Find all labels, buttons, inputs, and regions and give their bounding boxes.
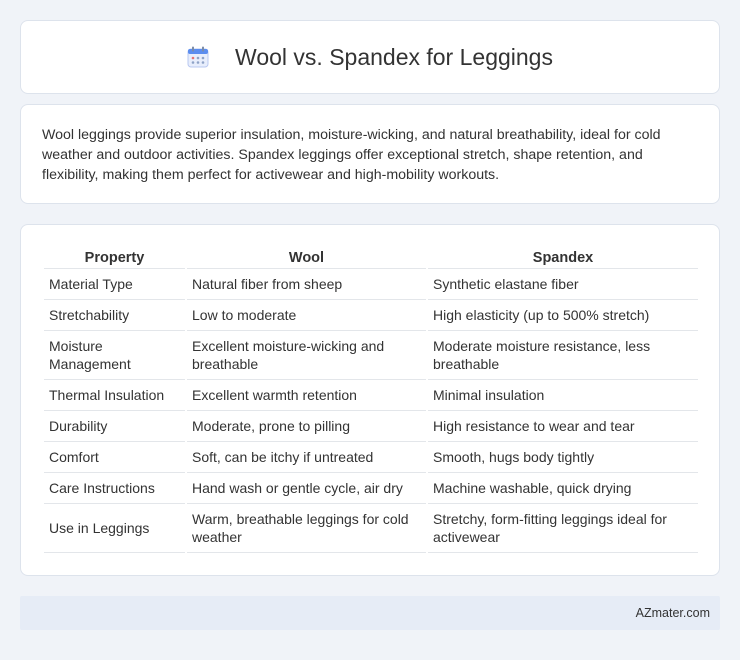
row-property: Durability [44, 411, 185, 442]
row-wool: Soft, can be itchy if untreated [187, 442, 426, 473]
row-property: Material Type [44, 269, 185, 300]
row-property: Comfort [44, 442, 185, 473]
row-wool: Excellent warmth retention [187, 380, 426, 411]
row-wool: Excellent moisture-wicking and breathable [187, 331, 426, 380]
table-row [44, 473, 698, 504]
row-wool: Natural fiber from sheep [187, 269, 426, 300]
header-spandex: Spandex [428, 247, 698, 269]
table-row [44, 331, 698, 380]
row-spandex: Machine washable, quick drying [428, 473, 698, 504]
row-spandex: High elasticity (up to 500% stretch) [428, 300, 698, 331]
page-title: Wool vs. Spandex for Leggings [235, 43, 553, 70]
table-row [44, 442, 698, 473]
header-property: Property [44, 247, 185, 269]
intro-card [20, 104, 720, 204]
row-wool: Warm, breathable leggings for cold weather [187, 504, 426, 553]
table-header-row [44, 247, 698, 269]
row-spandex: High resistance to wear and tear [428, 411, 698, 442]
row-spandex: Synthetic elastane fiber [428, 269, 698, 300]
row-spandex: Moderate moisture resistance, less breathable [428, 331, 698, 380]
row-spandex: Minimal insulation [428, 380, 698, 411]
row-property: Thermal Insulation [44, 380, 185, 411]
table-row [44, 380, 698, 411]
row-spandex: Smooth, hugs body tightly [428, 442, 698, 473]
comparison-table [42, 247, 700, 553]
calendar-icon [187, 46, 209, 68]
table-row [44, 411, 698, 442]
row-spandex: Stretchy, form-fitting leggings ideal for activewear [428, 504, 698, 553]
row-property: Moisture Management [44, 331, 185, 380]
footer [20, 596, 720, 630]
intro-text: Wool leggings provide superior insulation, moisture-wicking, and natural breathability, ideal for cold weather and outdoor activities. Spandex leggings offer exceptional stretch, shape retention, and flexibility, making them perfect for activewear and high-mobility workouts. [42, 127, 661, 183]
title-card [20, 20, 720, 94]
row-wool: Hand wash or gentle cycle, air dry [187, 473, 426, 504]
row-wool: Moderate, prone to pilling [187, 411, 426, 442]
row-wool: Low to moderate [187, 300, 426, 331]
comparison-table-card [20, 224, 720, 576]
footer-brand: AZmater.com [635, 606, 710, 620]
table-row [44, 504, 698, 553]
row-property: Care Instructions [44, 473, 185, 504]
header-wool: Wool [187, 247, 426, 269]
table-row [44, 269, 698, 300]
row-property: Stretchability [44, 300, 185, 331]
row-property: Use in Leggings [44, 504, 185, 553]
table-row [44, 300, 698, 331]
